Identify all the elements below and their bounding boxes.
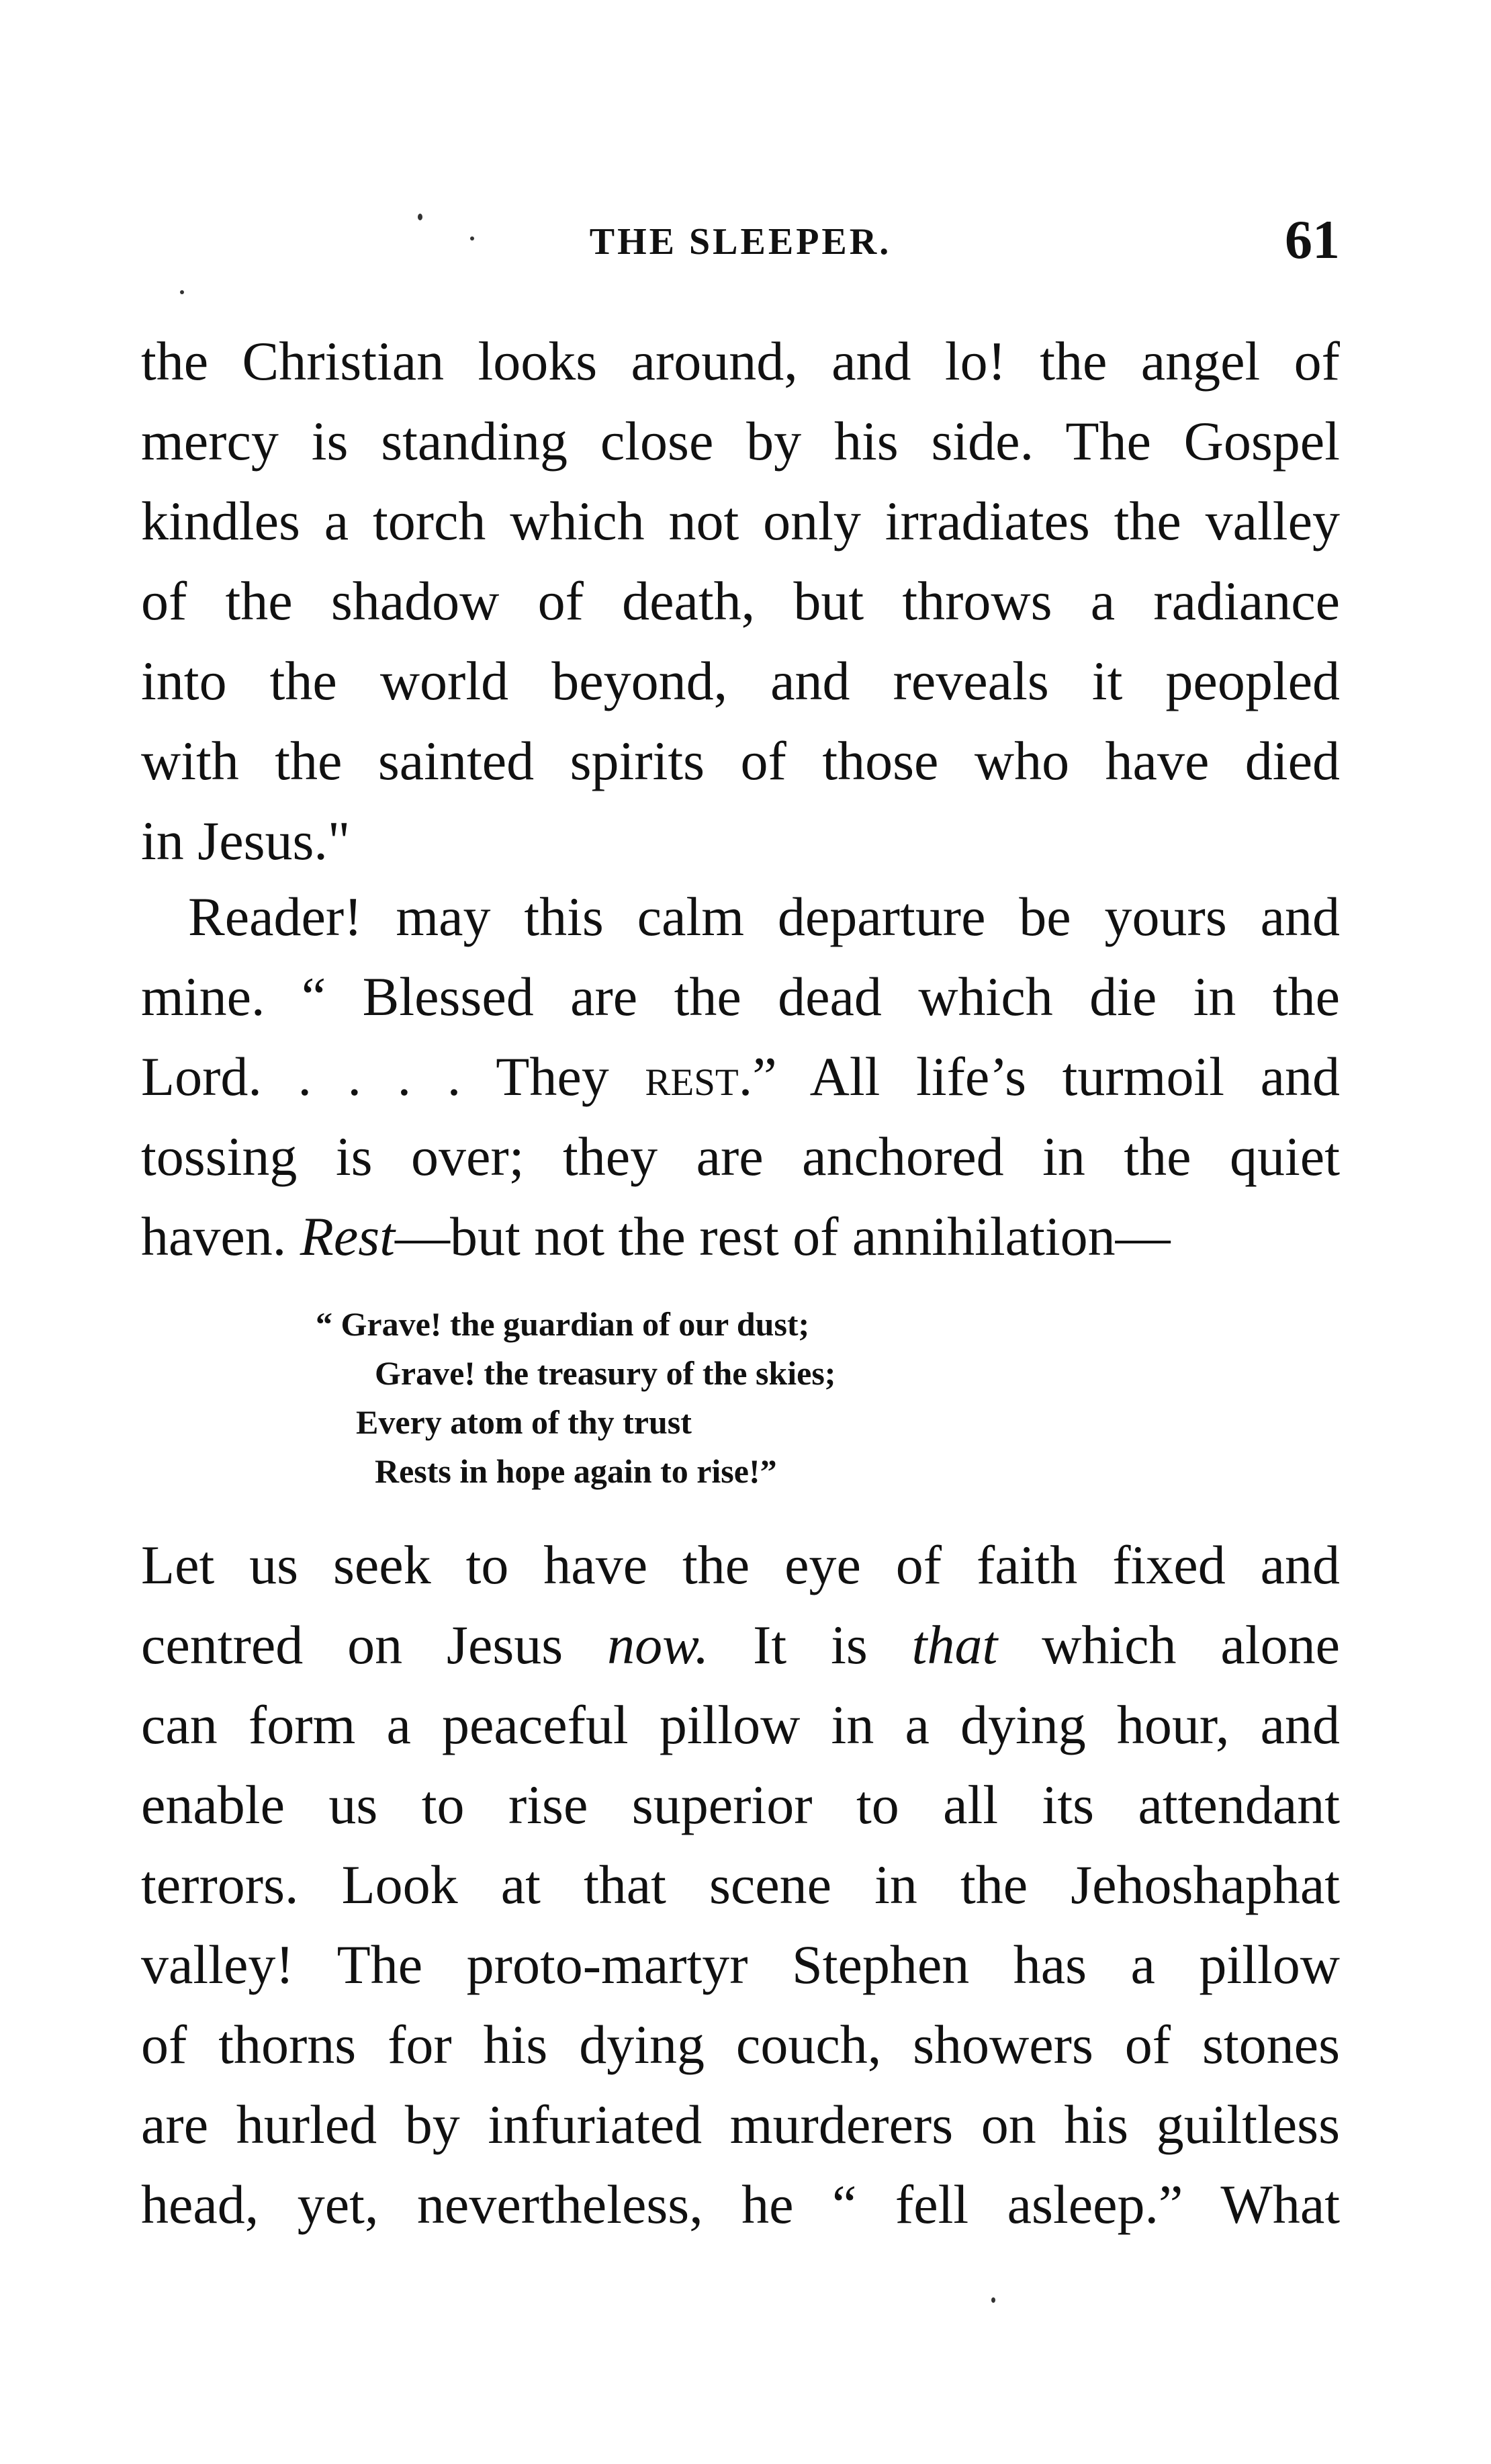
text-line: terrors. Look at that scene in the Jehoshaphat xyxy=(141,1854,1340,1915)
poem-line: Rests in hope again to rise!” xyxy=(375,1452,777,1490)
text-run: Lord. . . . . They xyxy=(141,1046,645,1107)
text-line: Let us seek to have the eye of faith fixed and xyxy=(141,1534,1340,1595)
text-line: mercy is standing close by his side. The Gospel xyxy=(141,410,1340,472)
text-line: Reader! may this calm departure be yours and xyxy=(188,886,1340,947)
text-line: into the world beyond, and reveals it peopled xyxy=(141,650,1340,711)
running-title: THE SLEEPER. xyxy=(589,221,892,263)
text-line xyxy=(141,1037,1340,1116)
text-line: in Jesus." xyxy=(141,810,351,871)
poem-line: “ Grave! the guardian of our dust; xyxy=(316,1305,810,1343)
poem-quote xyxy=(316,1300,835,1496)
text-run: It is xyxy=(709,1614,912,1675)
italic-word: now. xyxy=(607,1614,709,1675)
paragraph-1 xyxy=(141,321,1340,881)
text-run: which alone xyxy=(997,1614,1341,1675)
text-line: enable us to rise superior to all its attendant xyxy=(141,1774,1340,1835)
text-line: are hurled by infuriated murderers on his guiltless xyxy=(141,2094,1340,2155)
poem-line: Every atom of thy trust xyxy=(356,1403,692,1441)
small-caps-word: rest xyxy=(645,1046,739,1107)
print-speck xyxy=(180,290,184,294)
text-line: valley! The proto-martyr Stephen has a pillow xyxy=(141,1934,1340,1995)
text-line: the Christian looks around, and lo! the angel of xyxy=(141,331,1340,392)
text-line: can form a peaceful pillow in a dying hour, and xyxy=(141,1694,1340,1755)
text-line xyxy=(141,1196,1340,1276)
text-line xyxy=(141,1605,1340,1685)
text-run: .” All life’s turmoil and xyxy=(738,1046,1340,1107)
paragraph-3 xyxy=(141,1525,1340,2244)
text-line: head, yet, nevertheless, he “ fell asleep.” What xyxy=(141,2174,1340,2235)
text-line: of thorns for his dying couch, showers of stones xyxy=(141,2014,1340,2075)
print-speck xyxy=(991,2297,995,2303)
text-run: haven. xyxy=(141,1206,300,1267)
text-line: kindles a torch which not only irradiates the valley xyxy=(141,490,1340,552)
italic-word: Rest xyxy=(300,1206,395,1267)
text-line: with the sainted spirits of those who have died xyxy=(141,730,1340,791)
text-run: centred on Jesus xyxy=(141,1614,608,1675)
italic-word: that xyxy=(911,1614,998,1675)
running-head xyxy=(141,208,1340,289)
text-line: mine. “ Blessed are the dead which die in the xyxy=(141,966,1340,1027)
paragraph-2 xyxy=(141,877,1340,1276)
poem-line: Grave! the treasury of the skies; xyxy=(375,1354,836,1392)
page-number: 61 xyxy=(1285,209,1340,270)
text-line: of the shadow of death, but throws a radiance xyxy=(141,570,1340,631)
text-run: —but not the rest of annihilation— xyxy=(394,1206,1171,1267)
text-line: tossing is over; they are anchored in the quiet xyxy=(141,1126,1340,1187)
